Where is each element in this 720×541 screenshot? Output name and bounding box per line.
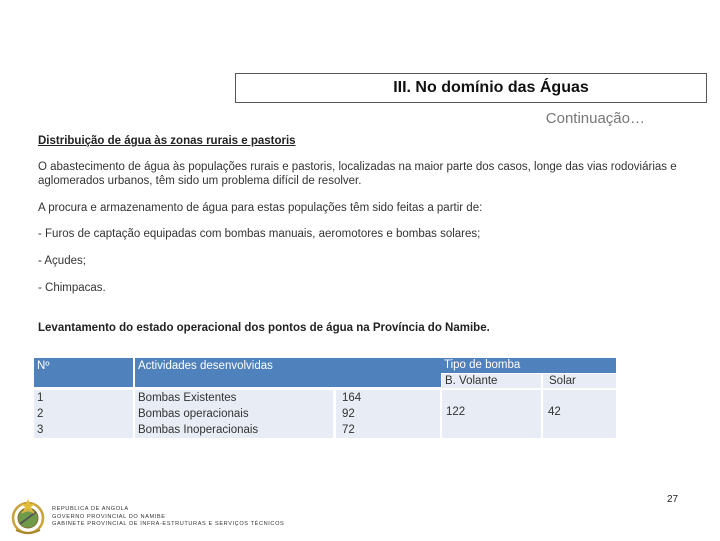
slide-title-box [235,73,707,103]
paragraph-sources: A procura e armazenamento de água para estas populações têm sido feitas a partir de: [38,202,483,214]
header-cell-pump-type: Tipo de bomba [441,358,616,373]
list-item-dams: - Açudes; [38,255,86,267]
section-heading: Distribuição de água às zonas rurais e pastoris [38,135,296,147]
row-value: 164 [342,392,362,404]
row-number: 3 [37,424,44,436]
table-heading: Levantamento do estado operacional dos pontos de água na Província do Namibe. [38,322,490,334]
table-row-activities [135,390,333,438]
row-number: 2 [37,408,44,420]
slide-title: III. No domínio das Águas [393,79,589,96]
header-cell-no: Nº [34,358,133,387]
solar-value-cell: 42 [543,390,616,438]
row-activity: Bombas operacionais [138,408,249,420]
list-item-chimpacas: - Chimpacas. [38,282,106,294]
footer-organization [52,506,284,529]
row-value: 72 [342,424,355,436]
table-row-values [336,390,440,438]
row-activity: Bombas Inoperacionais [138,424,259,436]
b-volante-value-cell: 122 [442,390,541,438]
angola-coat-of-arms-icon [8,496,48,536]
continuation-label: Continuação… [545,110,645,127]
subheader-cell-b-volante: B. Volante [442,374,541,388]
footer-line-government: GOVERNO PROVINCIAL DO NAMIBE [52,513,166,520]
row-value: 92 [342,408,355,420]
header-cell-activities: Actividades desenvolvidas [135,358,441,387]
list-item-boreholes: - Furos de captação equipadas com bombas manuais, aeromotores e bombas solares; [38,228,481,240]
subheader-cell-solar: Solar [543,374,616,388]
row-number: 1 [37,392,44,404]
row-activity: Bombas Existentes [138,392,237,404]
page-number: 27 [667,494,679,505]
table-row-numbers [34,390,133,438]
footer-line-republic: REPUBLICA DE ANGOLA [52,506,129,512]
paragraph-intro: O abastecimento de água às populações rurais e pastoris, localizadas na maior parte dos casos, longe das vias rodoviárias e aglomerados urbanos, têm sido um problema difícil de resolver. [38,161,677,187]
footer-line-office: GABINETE PROVINCIAL DE INFRA-ESTRUTURAS E SERVIÇOS TÉCNICOS [52,521,285,527]
